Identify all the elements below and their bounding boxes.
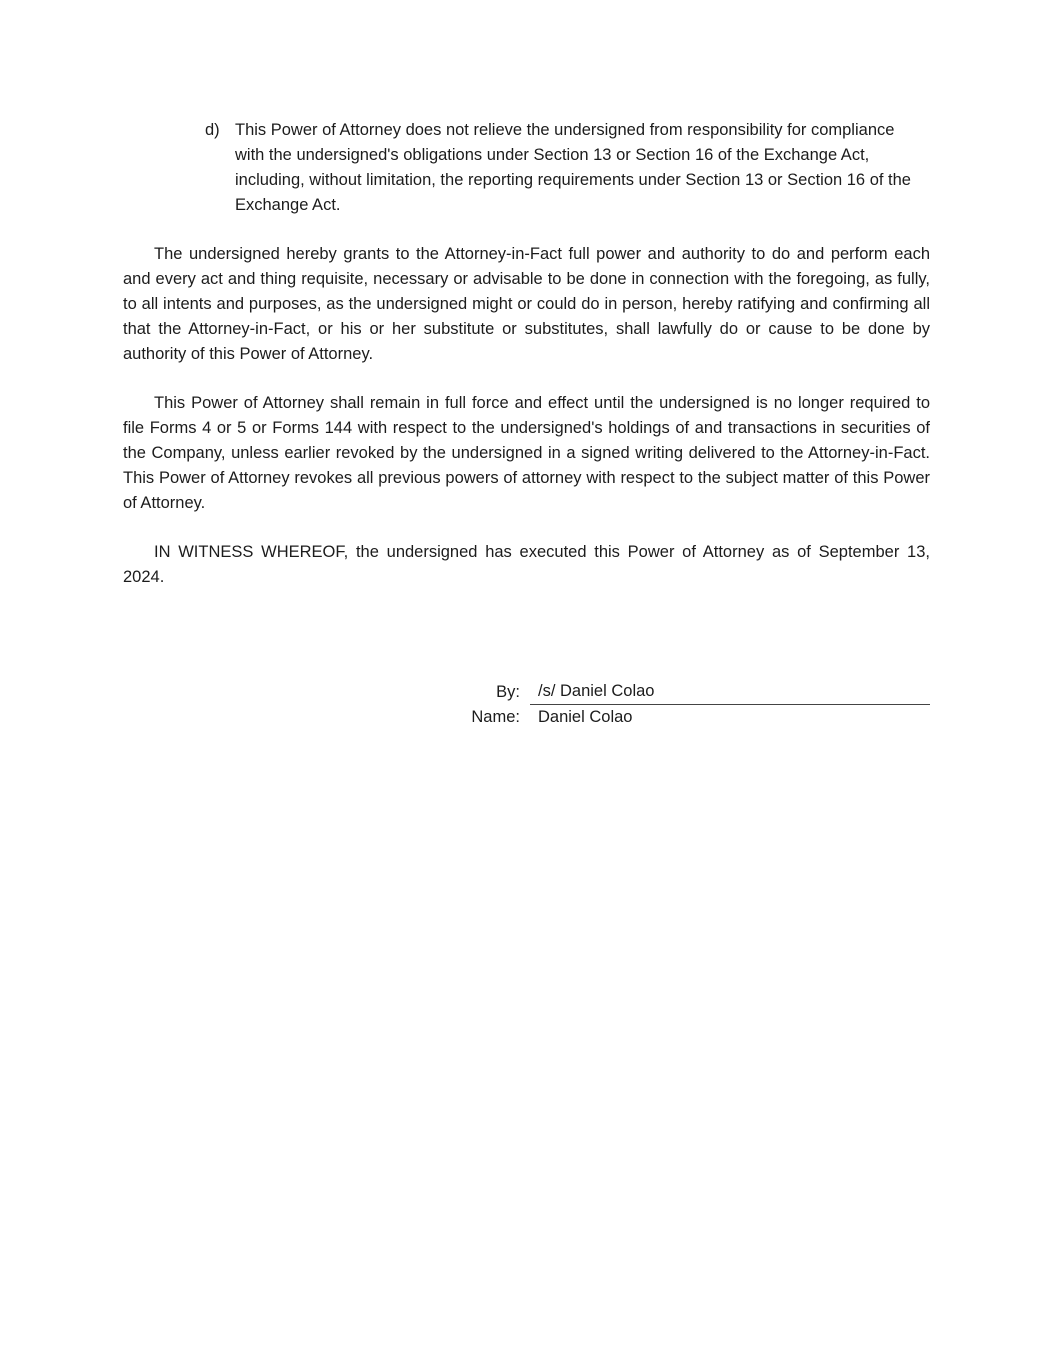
list-item-d bbox=[205, 118, 912, 218]
list-item-d-text: This Power of Attorney does not relieve the undersigned from responsibility for compliance with the undersigned's obligations under Section 13 or Section 16 of the Exchange Act, including, without limitation, the reporting requirements under Section 13 or Section 16 of the Exchange Act. bbox=[235, 121, 911, 214]
signature-by-row bbox=[463, 679, 930, 705]
signature-name-row bbox=[463, 705, 930, 730]
paragraph-grant-of-authority: The undersigned hereby grants to the Attorney-in-Fact full power and authority to do and perform each and every act and thing requisite, necessary or advisable to be done in connection with the foregoing, as fully, to all intents and purposes, as the undersigned might or could do in person, hereby ratifying and confirming all that the Attorney-in-Fact, or his or her substitute or substitutes, shall lawfully do or cause to be done by authority of this Power of Attorney. bbox=[123, 245, 930, 363]
paragraph-duration-and-revocation: This Power of Attorney shall remain in full force and effect until the undersigned is no longer required to file Forms 4 or 5 or Forms 144 with respect to the undersigned's holdings of and transactions in securities of the Company, unless earlier revoked by the undersigned in a signed writing delivered to the Attorney-in-Fact. This Power of Attorney revokes all previous powers of attorney with respect to the subject matter of this Power of Attorney. bbox=[123, 394, 930, 512]
by-signature-value: /s/ Daniel Colao bbox=[538, 682, 655, 700]
list-item-d-marker: d) bbox=[205, 121, 220, 139]
signature-block bbox=[463, 679, 930, 730]
by-signature-line bbox=[530, 679, 930, 705]
paragraph-witness-clause: IN WITNESS WHEREOF, the undersigned has executed this Power of Attorney as of September 13, 2024. bbox=[123, 543, 930, 586]
name-value: Daniel Colao bbox=[538, 708, 633, 726]
name-label: Name: bbox=[471, 708, 520, 726]
by-label: By: bbox=[496, 683, 520, 701]
